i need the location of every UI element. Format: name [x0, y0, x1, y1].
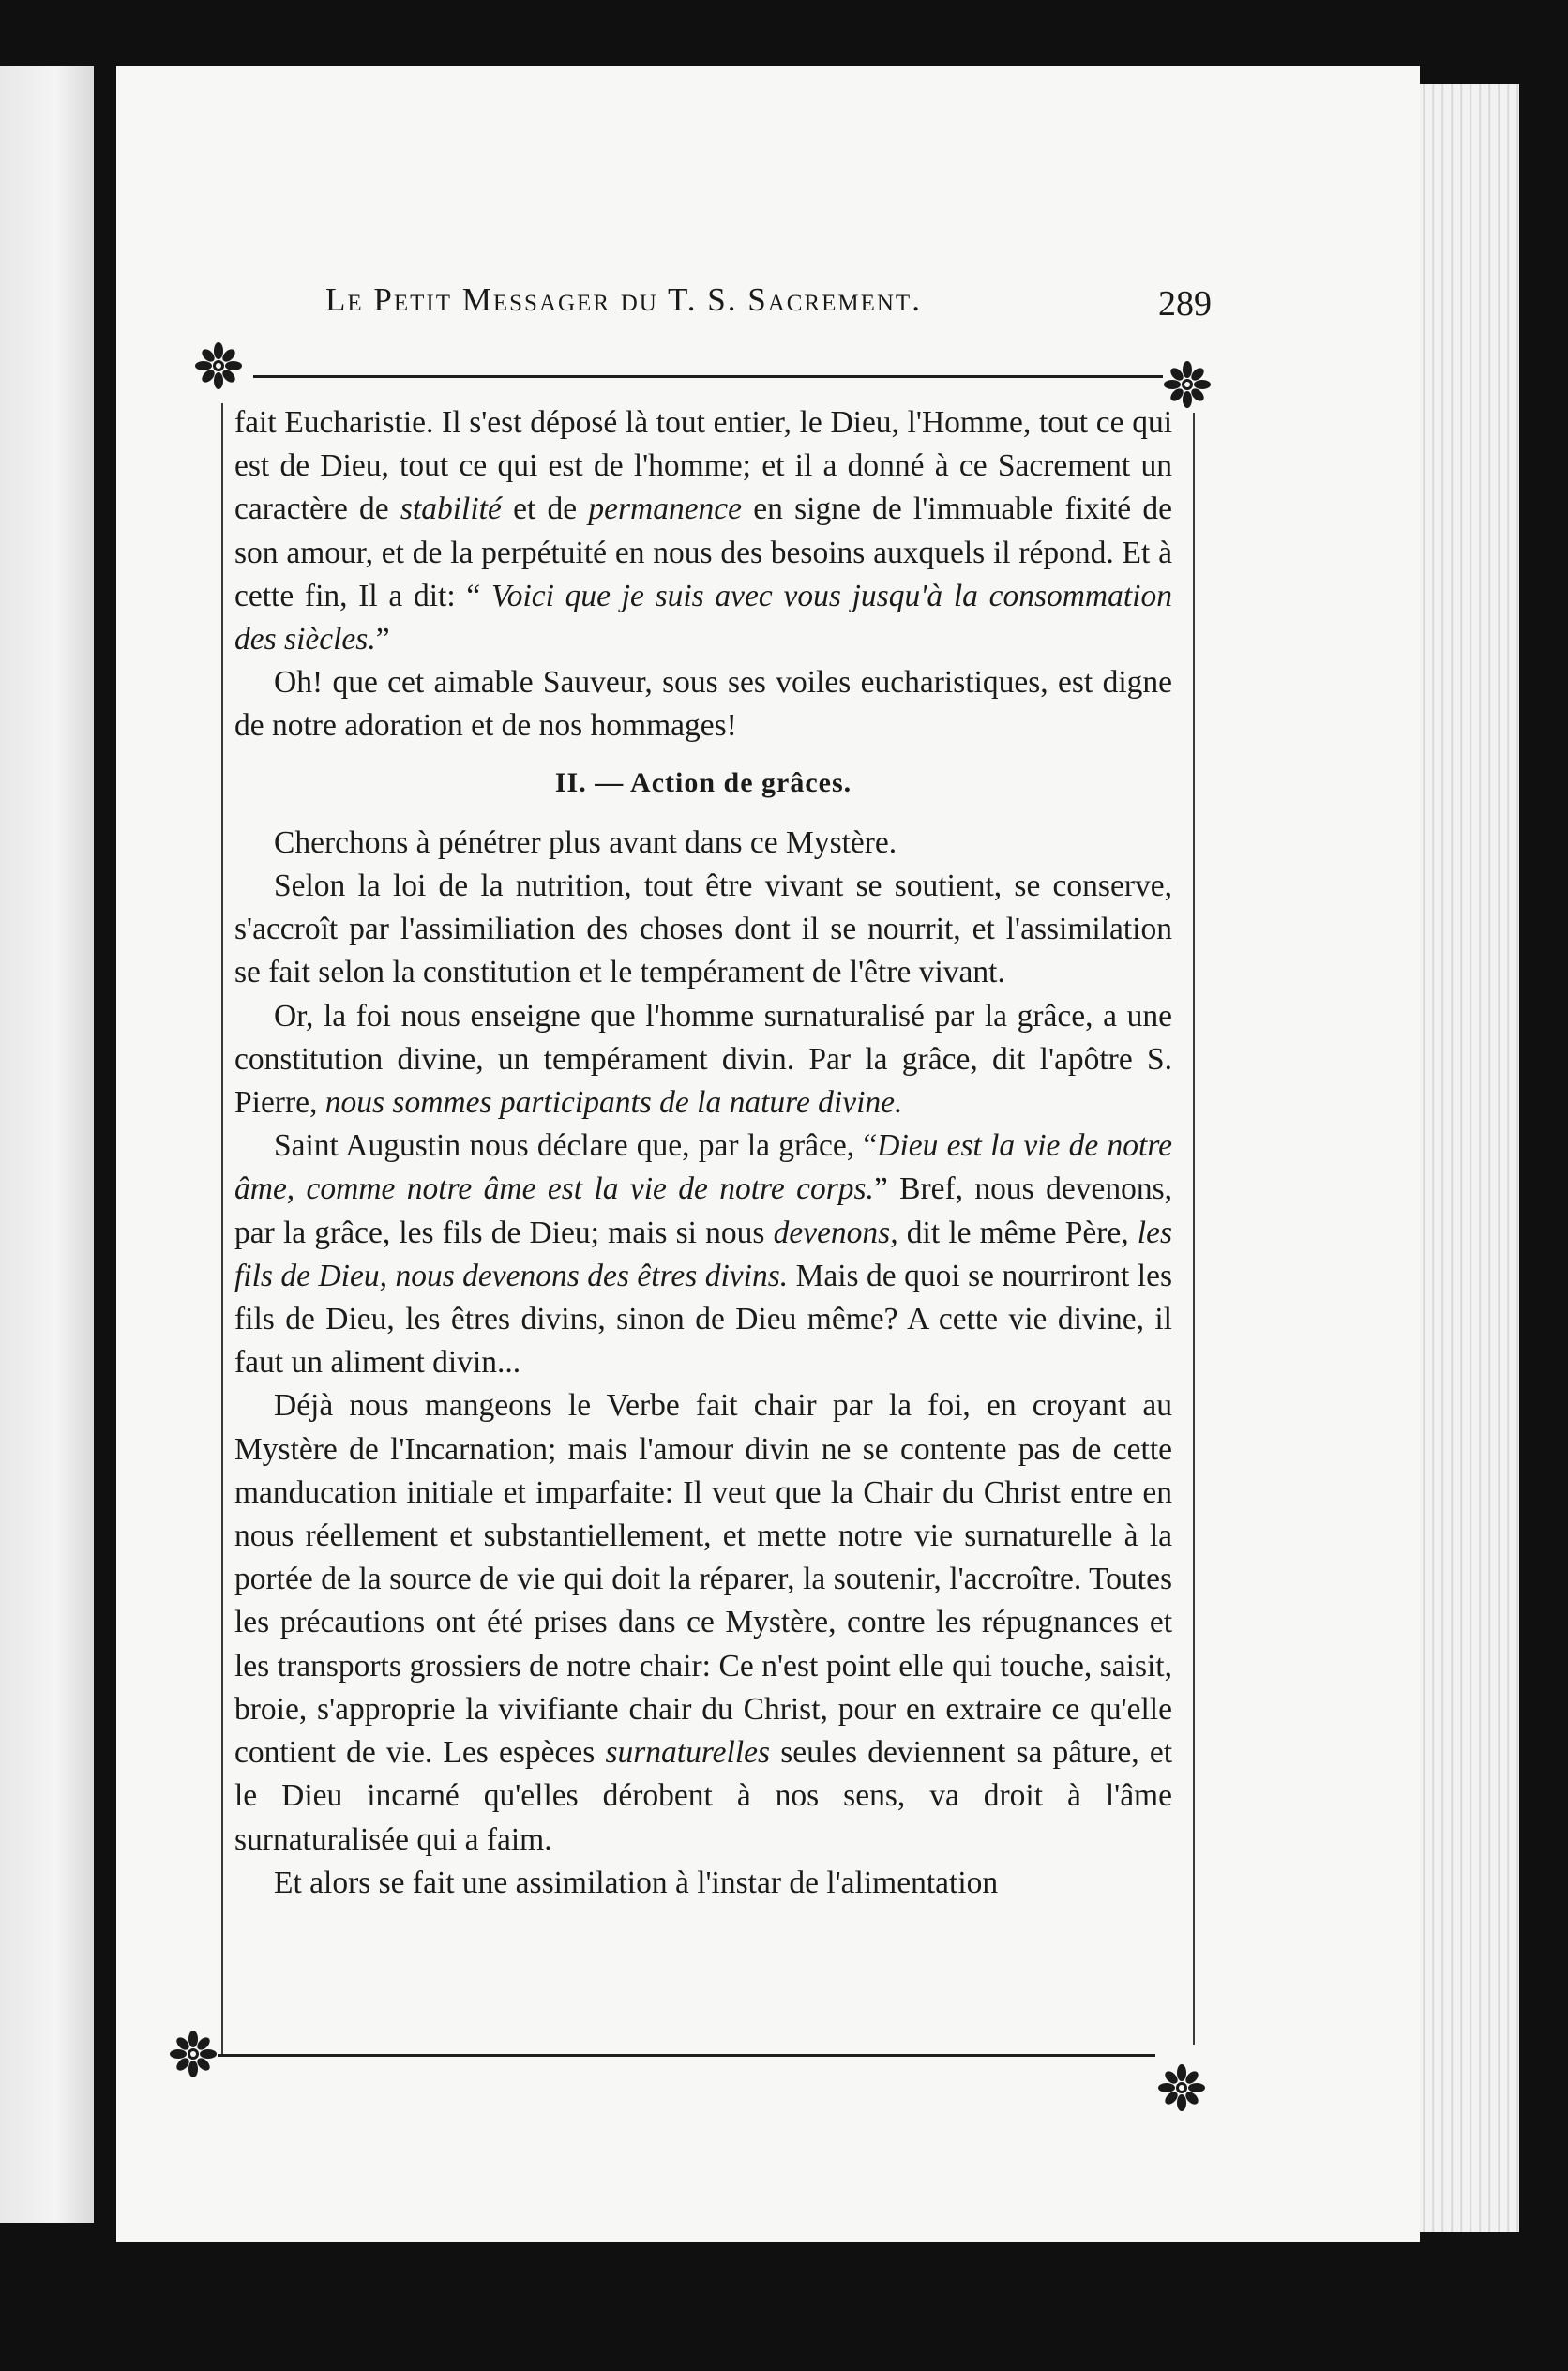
- paragraph-4: Selon la loi de la nutrition, tout être vivant se soutient, se conserve, s'accroît par l'assimiliation des choses dont il se nourrit, et l'assimilation se fait selon la constitution et le tempérament de l'être vivant.: [234, 868, 1172, 990]
- paragraph-6: Saint Augustin nous déclare que, par la grâce, “Dieu est la vie de notre âme, comme notre âme est la vie de notre corps.” Bref, nous devenons, par la grâce, les fils de Dieu; mais si nous devenons, dit le même Père, les fils de Dieu, nous devenons des êtres divins. Mais de quoi se nourriront les fils de Dieu, les êtres divins, sinon de Dieu même? A cette vie divine, il faut un aliment divin...: [234, 1128, 1173, 1381]
- paragraph-5: Or, la foi nous enseigne que l'homme surnaturalisé par la grâce, a une constitution divine, un tempérament divin. Par la grâce, dit l'apôtre S. Pierre, nous sommes participants de la nature divine.: [234, 998, 1172, 1121]
- page-body: [234, 401, 1172, 1905]
- paragraph-7: Déjà nous mangeons le Verbe fait chair par la foi, en croyant au Mystère de l'Incarnation; mais l'amour divin ne se contente pas de cette manducation initiale et imparfaite: Il veut que la Chair du Christ entre en nous réellement et substantiellement, et mette notre vie surnaturelle à la portée de la source de vie qui doit la réparer, la soutenir, l'accroître. Toutes les précautions ont été prises dans ce Mystère, contre les répugnances et les transports grossiers de notre chair: Ce n'est point elle qui touche, saisit, broie, s'approprie la vivifiante chair du Christ, pour en extraire ce qu'elle contient de vie. Les espèces surnaturelles seules deviennent sa pâture, et le Dieu incarné qu'elles dérobent à nos sens, va droit à l'âme surnaturalisée qui a faim.: [234, 1388, 1173, 1857]
- ornament-bottom-left-icon: [167, 2028, 219, 2080]
- facing-page-edge: [0, 66, 94, 2223]
- top-rule: [253, 375, 1163, 378]
- paragraph-1: fait Eucharistie. Il s'est déposé là tout entier, le Dieu, l'Homme, tout ce qui est de Dieu, tout ce qui est de l'homme; et il a donné à ce Sacrement un caractère de stabilité et de permanence en signe de l'immuable fixité de son amour, et de la perpétuité en nous des besoins auxquels il répond. Et à cette fin, Il a dit: “ Voici que je suis avec vous jusqu'à la consommation des siècles.”: [234, 405, 1173, 657]
- running-title: Le Petit Messager du T. S. Sacrement.: [325, 281, 922, 318]
- right-frame-rule: [1193, 413, 1195, 2045]
- running-header: [208, 281, 1230, 338]
- page-number: 289: [1158, 284, 1212, 324]
- page-stack-edges: [1407, 84, 1519, 2232]
- paragraph-8: Et alors se fait une assimilation à l'instar de l'alimentation: [274, 1865, 999, 1900]
- bottom-rule: [218, 2054, 1155, 2057]
- ornament-bottom-right-icon: [1155, 2061, 1208, 2114]
- paragraph-2: Oh! que cet aimable Sauveur, sous ses voiles eucharistiques, est digne de notre adoration et de nos hommages!: [234, 665, 1172, 744]
- section-heading: II. — Action de grâces.: [554, 766, 852, 798]
- ornament-top-left-icon: [192, 340, 245, 392]
- left-frame-rule: [221, 403, 223, 2054]
- paragraph-3: Cherchons à pénétrer plus avant dans ce Mystère.: [274, 824, 897, 860]
